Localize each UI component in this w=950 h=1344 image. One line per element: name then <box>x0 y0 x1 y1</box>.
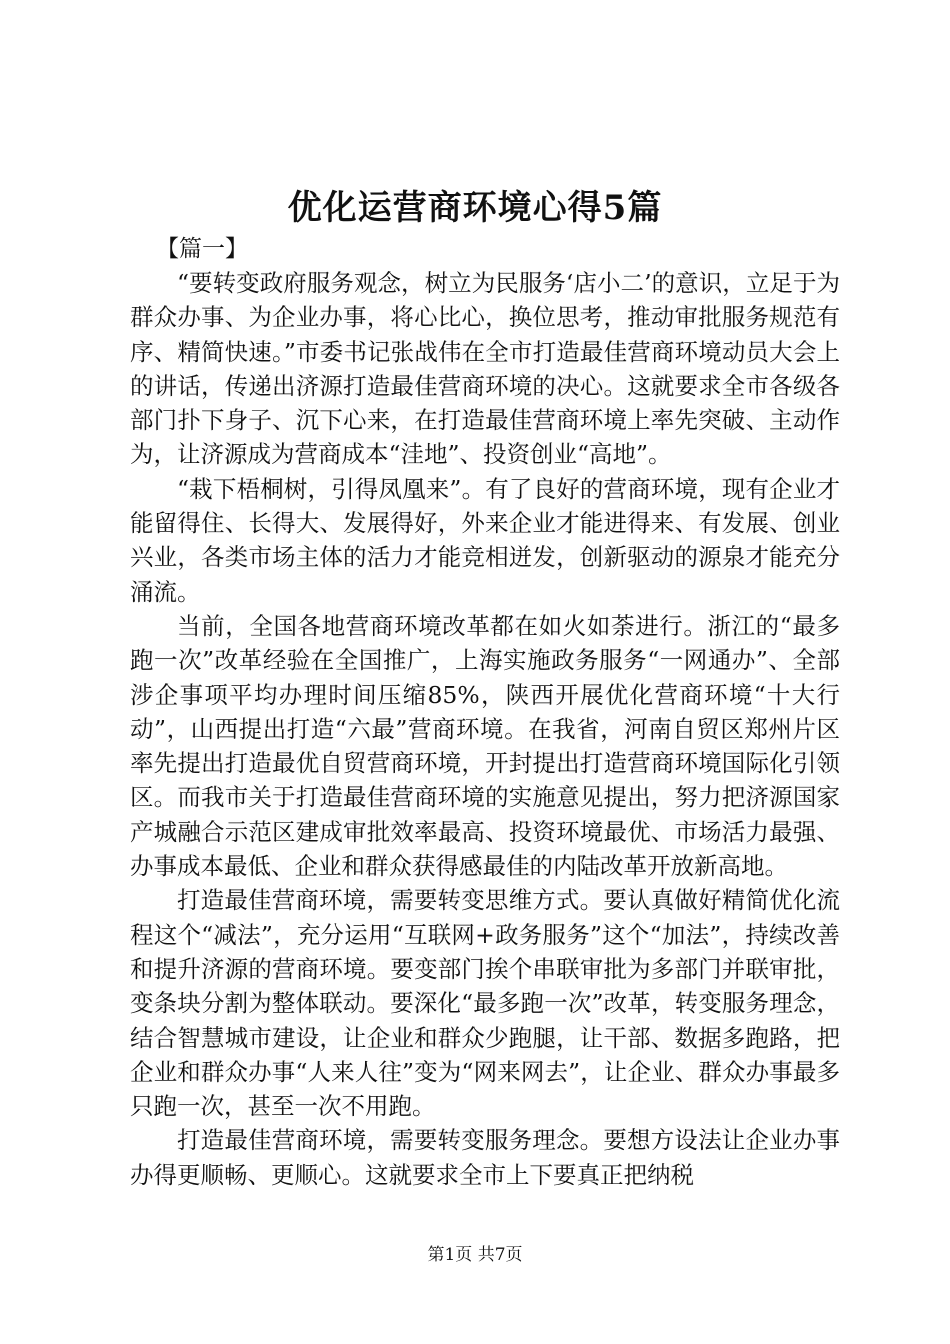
paragraph-1: “要转变政府服务观念，树立为民服务‘店小二’的意识，立足于为群众办事、为企业办事，将心比心，换位思考，推动审批服务规范有序、精简快速。”市委书记张战伟在全市打造最佳营商环境动员大会上的讲话，传递出济源打造最佳营商环境的决心。这就要求全市各级各部门扑下身子、沉下心来，在打造最佳营商环境上率先突破、主动作为，让济源成为营商成本“洼地”、投资创业“高地”。 <box>130 269 840 469</box>
page-footer: 第1页 共7页 <box>427 1245 523 1265</box>
paragraph-3: 当前，全国各地营商环境改革都在如火如荼进行。浙江的“最多跑一次”改革经验在全国推广，上海实施政务服务“一网通办”、全部涉企事项平均办理时间压缩85%，陕西开展优化营商环境“十大行动”，山西提出打造“六最”营商环境。在我省，河南自贸区郑州片区率先提出打造最优自贸营商环境，开封提出打造营商环境国际化引领区。而我市关于打造最佳营商环境的实施意见提出，努力把济源国家产城融合示范区建成审批效率最高、投资环境最优、市场活力最强、办事成本最低、企业和群众获得感最佳的内陆改革开放新高地。 <box>130 611 840 881</box>
paragraph-2: “栽下梧桐树，引得凤凰来”。有了良好的营商环境，现有企业才能留得住、长得大、发展得好，外来企业才能进得来、有发展、创业兴业，各类市场主体的活力才能竞相迸发，创新驱动的源泉才能充分涌流。 <box>130 474 840 606</box>
document-title: 优化运营商环境心得5篇 <box>287 188 663 228</box>
section-heading: 【篇一】 <box>156 236 248 262</box>
document-body <box>130 232 840 1192</box>
paragraph-5: 打造最佳营商环境，需要转变服务理念。要想方设法让企业办事办得更顺畅、更顺心。这就要求全市上下要真正把纳税 <box>130 1126 840 1189</box>
paragraph-4: 打造最佳营商环境，需要转变思维方式。要认真做好精简优化流程这个“减法”，充分运用“互联网+政务服务”这个“加法”，持续改善和提升济源的营商环境。要变部门挨个串联审批为多部门并联审批，变条块分割为整体联动。要深化“最多跑一次”改革，转变服务理念，结合智慧城市建设，让企业和群众少跑腿，让干部、数据多跑路，把企业和群众办事“人来人往”变为“网来网去”，让企业、群众办事最多只跑一次，甚至一次不用跑。 <box>130 886 840 1121</box>
